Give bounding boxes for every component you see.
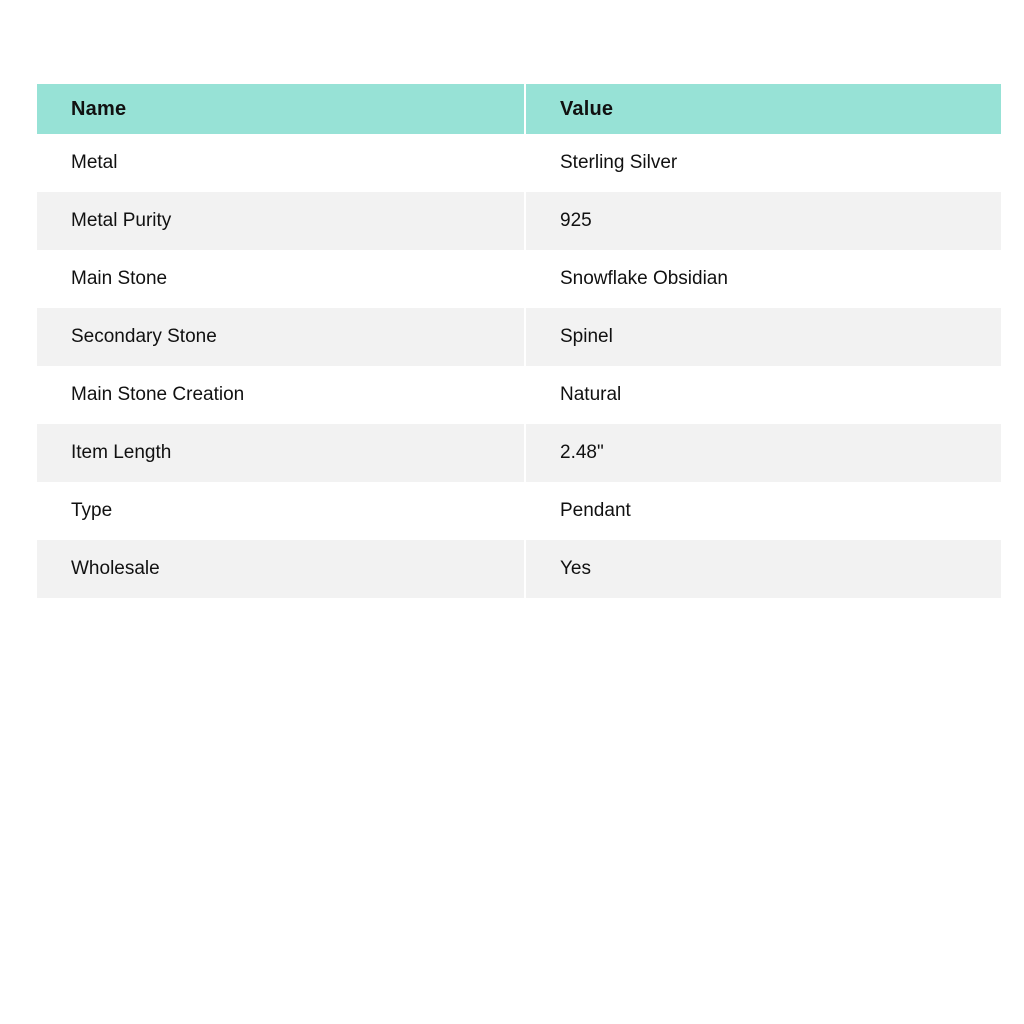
column-header-name: Name	[37, 84, 524, 134]
table-row	[37, 192, 1001, 250]
product-spec-table	[37, 84, 1001, 598]
attribute-value: Pendant	[524, 482, 1001, 540]
attribute-name: Metal	[37, 134, 524, 192]
attribute-value: Sterling Silver	[524, 134, 1001, 192]
attribute-value: Snowflake Obsidian	[524, 250, 1001, 308]
header-row	[37, 84, 1001, 134]
table-row	[37, 482, 1001, 540]
attribute-value: Natural	[524, 366, 1001, 424]
attribute-name: Type	[37, 482, 524, 540]
attribute-value: Yes	[524, 540, 1001, 598]
table-row	[37, 308, 1001, 366]
attribute-name: Main Stone Creation	[37, 366, 524, 424]
attribute-name: Main Stone	[37, 250, 524, 308]
attribute-name: Secondary Stone	[37, 308, 524, 366]
table-row	[37, 134, 1001, 192]
attribute-name: Item Length	[37, 424, 524, 482]
column-header-value: Value	[524, 84, 1001, 134]
attribute-name: Metal Purity	[37, 192, 524, 250]
attribute-name: Wholesale	[37, 540, 524, 598]
attribute-value: 2.48"	[524, 424, 1001, 482]
table-row	[37, 424, 1001, 482]
attribute-value: Spinel	[524, 308, 1001, 366]
table-body	[37, 134, 1001, 598]
attribute-value: 925	[524, 192, 1001, 250]
table-row	[37, 250, 1001, 308]
table-row	[37, 540, 1001, 598]
table-row	[37, 366, 1001, 424]
